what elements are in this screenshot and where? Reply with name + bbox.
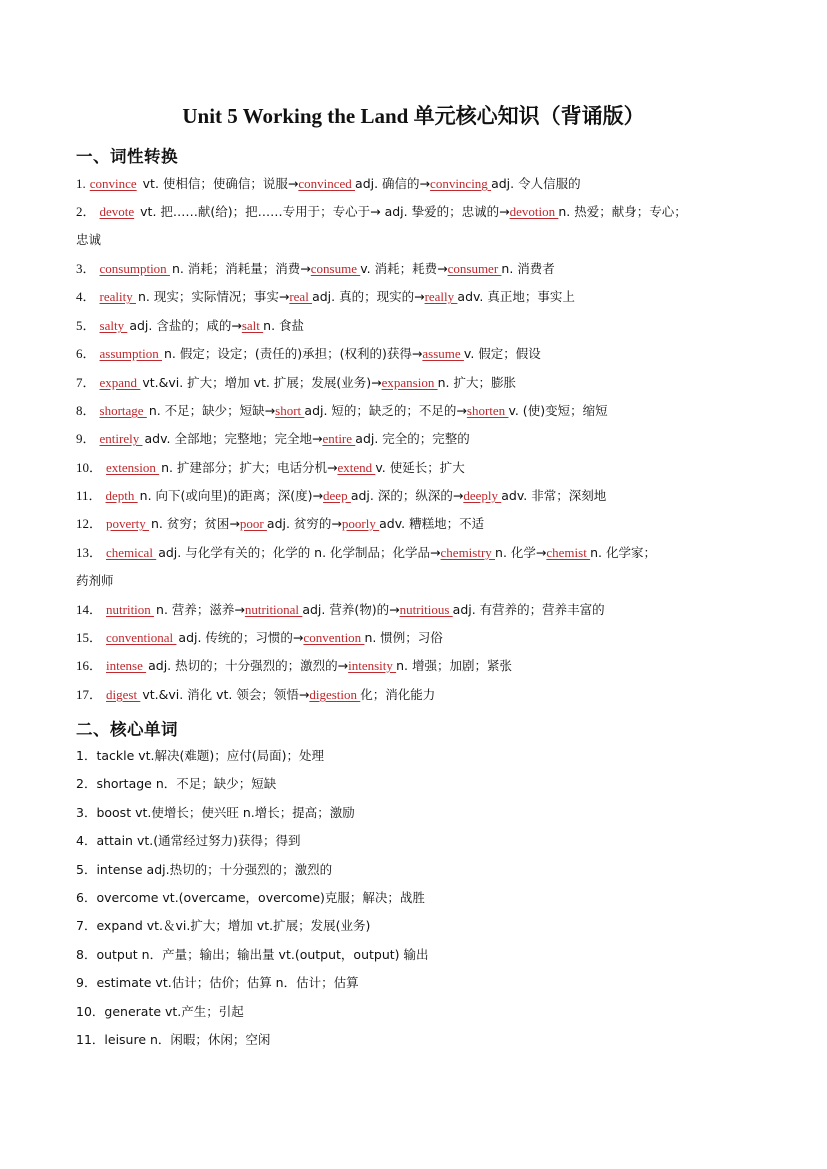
list-item <box>76 373 766 393</box>
answer-word: salt <box>241 318 264 333</box>
definition-text: adv. 真正地；事实上 <box>457 289 575 304</box>
definition-text: 药剂师 <box>76 573 114 588</box>
list-item <box>76 945 766 965</box>
definition-text: v. 使延长；扩大 <box>375 460 465 475</box>
core-word-entry: 3．boost vt.使增长；使兴旺 n.增长；提高；激励 <box>76 804 355 820</box>
core-word-entry: 7．expand vt.＆vi.扩大；增加 vt.扩展；发展(业务) <box>76 918 371 934</box>
definition-text: v. 消耗；耗费→ <box>360 261 448 276</box>
definition-text: adj. 真的；现实的→ <box>312 289 425 304</box>
definition-text: n. 现实；实际情况；事实→ <box>137 289 290 304</box>
answer-word: extend <box>337 460 376 475</box>
answer-word: deep <box>323 488 351 503</box>
answer-word: intensity <box>348 658 397 673</box>
core-word-entry: 5．intense adj.热切的；十分强烈的；激烈的 <box>76 861 333 877</box>
answer-word: poorly <box>341 516 380 531</box>
definition-text: n. 贫穷；贫困→ <box>150 516 240 531</box>
core-word-entry: 8．output n．产量；输出；输出量 vt.(output，output) 输出 <box>76 946 429 962</box>
definition-text: adj. 令人信服的 <box>491 176 581 191</box>
definition-text: n. 化学→ <box>495 545 547 560</box>
item-number: 14． <box>76 602 103 617</box>
answer-word: chemical <box>106 545 157 560</box>
definition-text: n. 食盐 <box>263 318 305 333</box>
core-word-entry: 1．tackle vt.解决(难题)；应付(局面)；处理 <box>76 748 325 763</box>
answer-word: convincing <box>430 176 492 191</box>
answer-word: digestion <box>309 687 361 702</box>
answer-word: entire <box>322 431 356 446</box>
definition-text: n. 不足；缺少；短缺→ <box>148 403 276 418</box>
definition-text: adj. 含盐的；咸的→ <box>129 318 242 333</box>
definition-text: v. (使)变短；缩短 <box>508 403 608 418</box>
list-item <box>76 287 766 307</box>
list-item <box>76 514 766 534</box>
definition-text: adv. 非常；深刻地 <box>501 488 607 503</box>
definition-text: adj. 短的；缺乏的；不足的→ <box>304 403 467 418</box>
list-item <box>76 344 766 364</box>
definition-text: adv. 糟糕地；不适 <box>379 516 485 531</box>
item-number: 12． <box>76 516 103 531</box>
list-item <box>76 174 766 194</box>
answer-word: nutritional <box>244 602 303 617</box>
definition-text: n. 增强；加剧；紧张 <box>396 658 512 673</box>
definition-text: v. 假定；假设 <box>463 346 541 361</box>
item-number: 3． <box>76 261 96 276</box>
answer-word: consumer <box>447 261 502 276</box>
core-word-entry: 6．overcome vt.(overcame，overcome)克服；解决；战胜 <box>76 890 425 905</box>
definition-text: n. 扩大；膨胀 <box>437 375 516 390</box>
definition-text: adj. 完全的；完整的 <box>355 431 470 446</box>
definition-text: adj. 有营养的；营养丰富的 <box>452 602 605 617</box>
list-item-continuation <box>76 230 766 250</box>
answer-word: shorten <box>466 403 509 418</box>
answer-word: poverty <box>106 516 149 531</box>
item-number: 7． <box>76 375 96 390</box>
answer-word: chemistry <box>440 545 496 560</box>
item-number: 8． <box>76 403 96 418</box>
answer-word: reality <box>99 289 136 304</box>
list-item <box>76 685 766 705</box>
list-item <box>76 600 766 620</box>
core-word-entry: 11．leisure n．闲暇；休闲；空闲 <box>76 1032 271 1047</box>
list-item <box>76 316 766 336</box>
answer-word: assumption <box>99 346 162 361</box>
list-item <box>76 746 766 766</box>
list-item <box>76 458 766 478</box>
definition-text: n. 假定；设定；(责任的)承担；(权利的)获得→ <box>164 346 423 361</box>
list-item <box>76 429 766 449</box>
list-item-continuation <box>76 571 766 591</box>
item-number: 11． <box>76 488 102 503</box>
definition-text: vt.&vi. 扩大；增加 vt. 扩展；发展(业务)→ <box>142 375 382 390</box>
definition-text: adj. 确信的→ <box>355 176 431 191</box>
definition-text: vt. 把……献(给)；把……专用于；专心于→ adj. 挚爱的；忠诚的→ <box>136 204 510 219</box>
list-item <box>76 774 766 794</box>
core-word-entry: 10．generate vt.产生；引起 <box>76 1003 244 1019</box>
definition-text: adj. 传统的；习惯的→ <box>178 630 304 645</box>
answer-word: convince <box>89 176 137 191</box>
answer-word: assume <box>422 346 464 361</box>
answer-word: salty <box>99 318 128 333</box>
answer-word: expansion <box>381 375 438 390</box>
section-heading-word-forms: 一、词性转换 <box>76 147 178 166</box>
definition-text: adj. 贫穷的→ <box>266 516 342 531</box>
answer-word: consumption <box>99 261 170 276</box>
answer-word: shortage <box>99 403 147 418</box>
item-number: 2． <box>76 204 96 219</box>
answer-word: chemist <box>546 545 591 560</box>
section-heading-core-words: 二、核心单词 <box>76 720 178 739</box>
definition-text: n. 消费者 <box>501 261 555 276</box>
answer-word: convinced <box>298 176 356 191</box>
answer-word: really <box>424 289 458 304</box>
item-number: 13． <box>76 545 103 560</box>
list-item <box>76 656 766 676</box>
definition-text: 化；消化能力 <box>360 687 436 702</box>
answer-word: intense <box>106 658 147 673</box>
answer-word: consume <box>310 261 361 276</box>
core-word-entry: 2．shortage n．不足；缺少；短缺 <box>76 776 277 792</box>
list-item <box>76 202 766 222</box>
definition-text: n. 扩建部分；扩大；电话分机→ <box>161 460 338 475</box>
definition-text: n. 热爱；献身；专心； <box>558 204 687 219</box>
answer-word: short <box>275 403 305 418</box>
item-number: 5． <box>76 318 96 333</box>
answer-word: expand <box>99 375 141 390</box>
item-number: 9． <box>76 431 96 446</box>
item-number: 15． <box>76 630 103 645</box>
item-number: 10． <box>76 460 103 475</box>
item-number: 4． <box>76 289 96 304</box>
list-item <box>76 916 766 936</box>
list-item <box>76 803 766 823</box>
definition-text: adv. 全部地；完整地；完全地→ <box>144 431 323 446</box>
list-item <box>76 543 766 563</box>
answer-word: poor <box>239 516 267 531</box>
answer-word: devote <box>99 204 135 219</box>
list-item <box>76 888 766 908</box>
list-item <box>76 831 766 851</box>
list-item <box>76 973 766 993</box>
answer-word: conventional <box>106 630 177 645</box>
list-item <box>76 486 766 506</box>
definition-text: n. 化学家； <box>590 545 656 560</box>
item-number: 1. <box>76 176 86 191</box>
core-word-entry: 9．estimate vt.估计；估价；估算 n．估计；估算 <box>76 975 359 991</box>
list-item <box>76 1030 766 1050</box>
core-word-entry: 4．attain vt.(通常经过努力)获得；得到 <box>76 833 301 849</box>
answer-word: nutrition <box>106 602 155 617</box>
list-item <box>76 860 766 880</box>
definition-text: adj. 热切的；十分强烈的；激烈的→ <box>148 658 349 673</box>
answer-word: deeply <box>463 488 502 503</box>
list-item <box>76 401 766 421</box>
list-item <box>76 1002 766 1022</box>
list-item <box>76 628 766 648</box>
definition-text: 忠诚 <box>76 232 102 247</box>
definition-text: n. 向下(或向里)的距离；深(度)→ <box>139 488 324 503</box>
definition-text: n. 营养；滋养→ <box>156 602 245 617</box>
definition-text: n. 惯例；习俗 <box>364 630 443 645</box>
item-number: 6． <box>76 346 96 361</box>
answer-word: nutritious <box>399 602 453 617</box>
answer-word: real <box>289 289 313 304</box>
answer-word: devotion <box>509 204 559 219</box>
answer-word: extension <box>106 460 160 475</box>
definition-text: vt. 使相信；使确信；说服→ <box>138 176 299 191</box>
definition-text: adj. 与化学有关的；化学的 n. 化学制品；化学品→ <box>158 545 441 560</box>
answer-word: entirely <box>99 431 143 446</box>
answer-word: digest <box>106 687 141 702</box>
answer-word: depth <box>105 488 138 503</box>
item-number: 17． <box>76 687 103 702</box>
list-item <box>76 259 766 279</box>
item-number: 16． <box>76 658 103 673</box>
page-title: Unit 5 Working the Land 单元核心知识（背诵版） <box>182 104 645 128</box>
answer-word: convention <box>303 630 365 645</box>
definition-text: adj. 深的；纵深的→ <box>350 488 464 503</box>
definition-text: vt.&vi. 消化 vt. 领会；领悟→ <box>142 687 310 702</box>
definition-text: n. 消耗；消耗量；消费→ <box>171 261 311 276</box>
definition-text: adj. 营养(物)的→ <box>302 602 400 617</box>
